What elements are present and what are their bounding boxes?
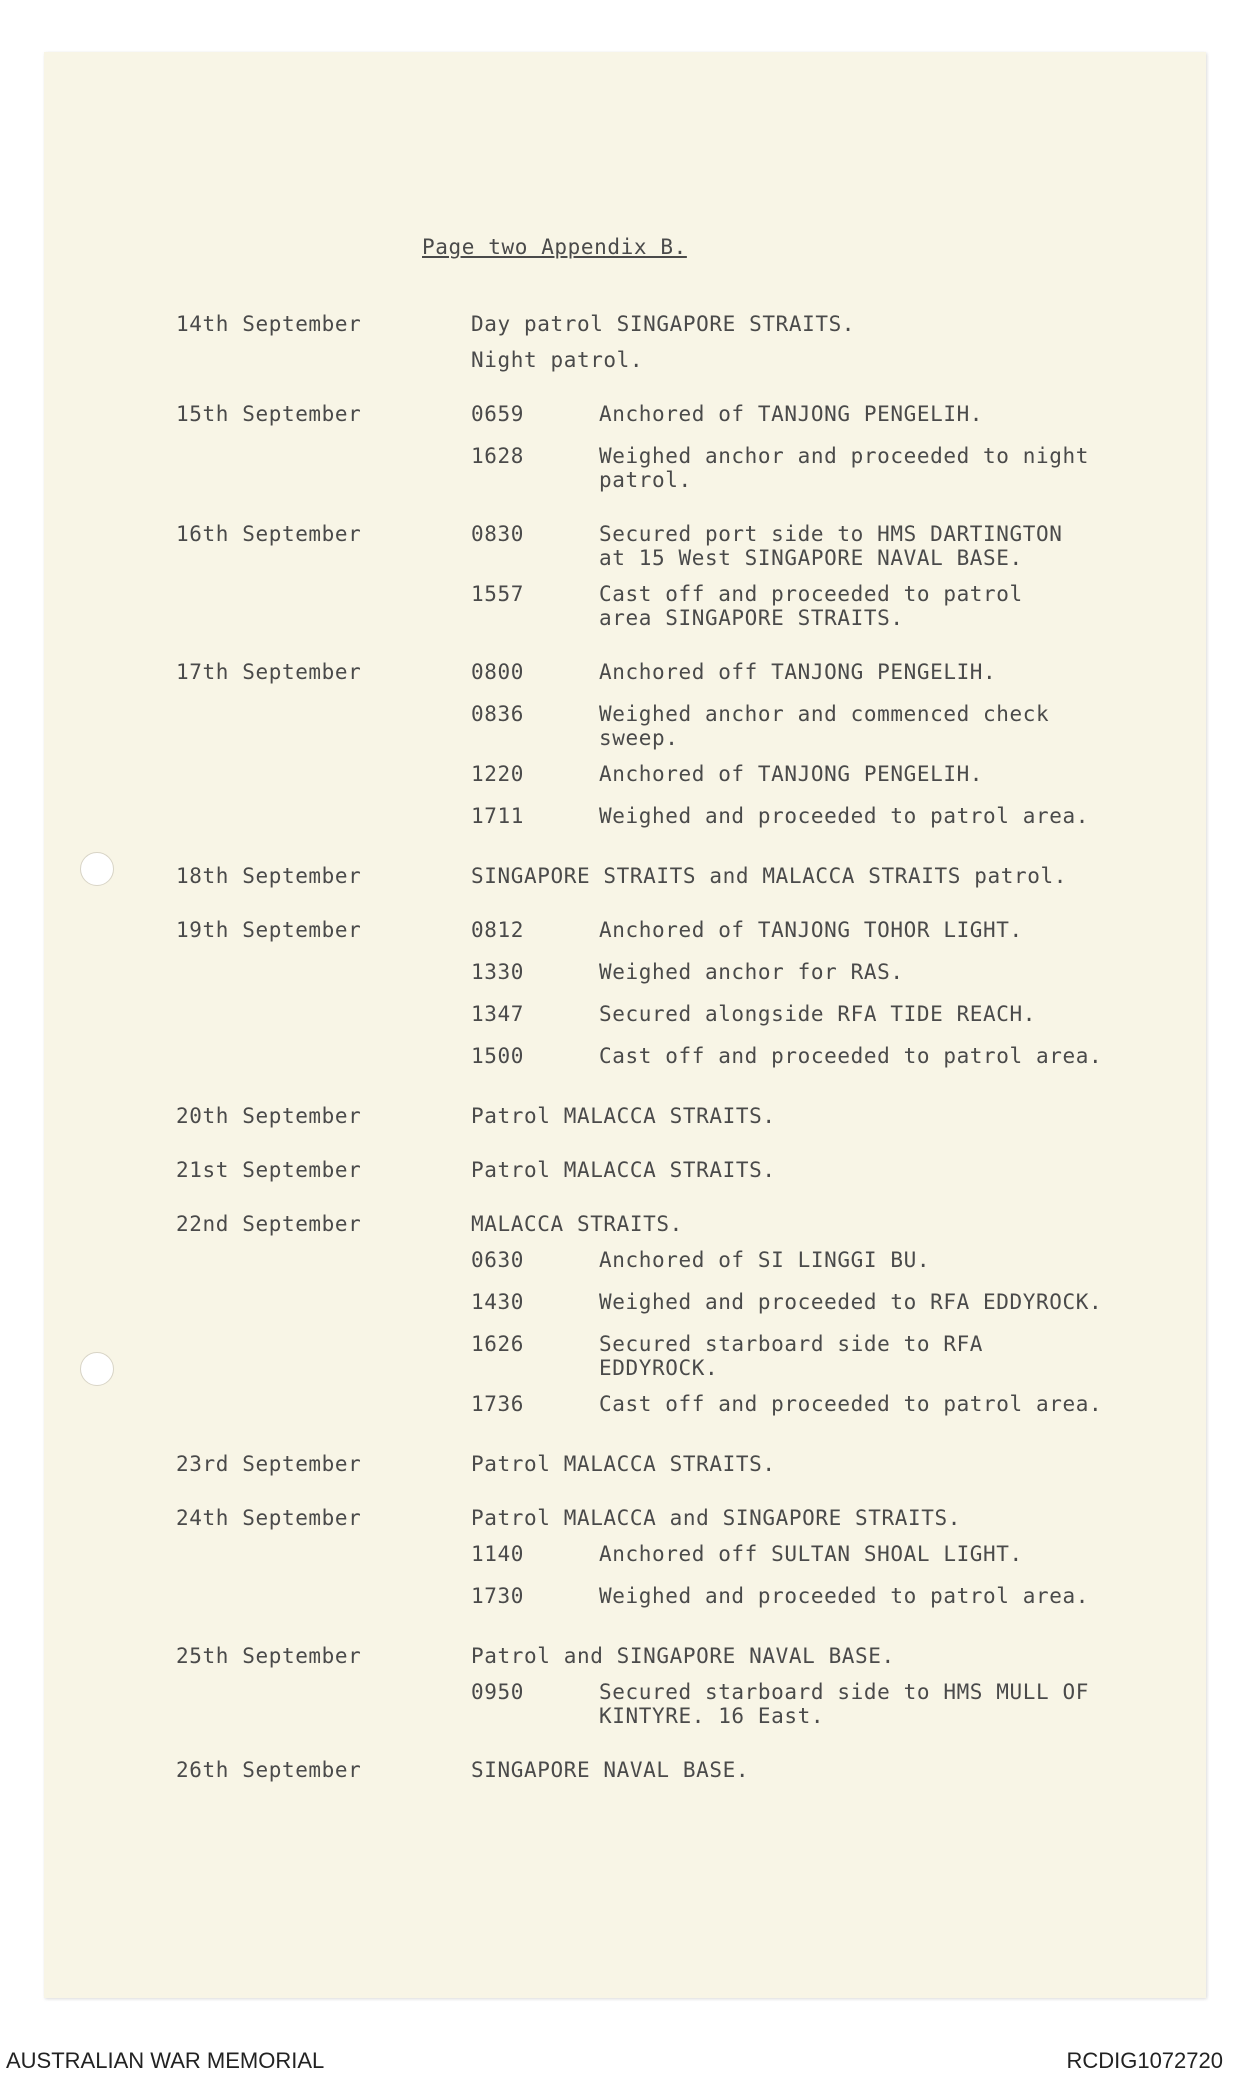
event-time: 0830 xyxy=(471,522,524,546)
event-time: 1736 xyxy=(471,1392,524,1416)
entry-note: MALACCA STRAITS. xyxy=(471,1212,683,1236)
timed-event xyxy=(471,912,1186,948)
timed-event xyxy=(471,954,1186,990)
entry-note: Day patrol SINGAPORE STRAITS. xyxy=(471,312,856,336)
event-time: 1730 xyxy=(471,1584,524,1608)
entry-date: 16th September xyxy=(176,522,362,546)
entry-date: 25th September xyxy=(176,1644,362,1668)
timed-event xyxy=(471,1536,1186,1572)
event-description: Cast off and proceeded to patrol area. xyxy=(599,1044,1103,1068)
entry-date: 26th September xyxy=(176,1758,362,1782)
entry-note: SINGAPORE NAVAL BASE. xyxy=(471,1758,750,1782)
event-description: Weighed anchor and proceeded to night patrol. xyxy=(599,444,1089,492)
entry-events xyxy=(471,1446,1186,1482)
log-entry xyxy=(176,1446,1186,1482)
entry-events xyxy=(471,1152,1186,1188)
timed-event xyxy=(471,1284,1186,1320)
entry-date: 21st September xyxy=(176,1158,362,1182)
entry-events xyxy=(471,1500,1186,1620)
punch-hole-bottom xyxy=(80,1352,114,1386)
event-time: 1220 xyxy=(471,762,524,786)
entry-events xyxy=(471,306,1186,378)
entry-date: 15th September xyxy=(176,402,362,426)
timed-event xyxy=(471,1386,1186,1422)
page-title: Page two Appendix B. xyxy=(422,235,687,259)
log-entry xyxy=(176,1500,1186,1620)
timed-event xyxy=(471,1326,1186,1380)
event-description: Weighed and proceeded to RFA EDDYROCK. xyxy=(599,1290,1103,1314)
entry-note: Patrol MALACCA STRAITS. xyxy=(471,1104,776,1128)
event-description: Weighed anchor for RAS. xyxy=(599,960,904,984)
event-description: Anchored of TANJONG TOHOR LIGHT. xyxy=(599,918,1023,942)
entry-note: Patrol MALACCA STRAITS. xyxy=(471,1452,776,1476)
event-description: Cast off and proceeded to patrol area SINGAPORE STRAITS. xyxy=(599,582,1023,630)
event-time: 0836 xyxy=(471,702,524,726)
entry-events xyxy=(471,858,1186,894)
event-time: 1628 xyxy=(471,444,524,468)
timed-event xyxy=(471,516,1186,570)
entry-events xyxy=(471,912,1186,1080)
entry-events xyxy=(471,1752,1186,1788)
entry-events xyxy=(471,1638,1186,1734)
log-entry xyxy=(176,1206,1186,1428)
timed-event xyxy=(471,756,1186,792)
timed-event xyxy=(471,654,1186,690)
entry-date: 22nd September xyxy=(176,1212,362,1236)
footer-left-credit: AUSTRALIAN WAR MEMORIAL xyxy=(6,2048,325,2073)
event-time: 0659 xyxy=(471,402,524,426)
event-time: 0812 xyxy=(471,918,524,942)
timed-event xyxy=(471,996,1186,1032)
timed-event xyxy=(471,1578,1186,1614)
event-time: 1626 xyxy=(471,1332,524,1356)
event-time: 1500 xyxy=(471,1044,524,1068)
entry-date: 18th September xyxy=(176,864,362,888)
event-description: Anchored of TANJONG PENGELIH. xyxy=(599,762,984,786)
log-entry xyxy=(176,1098,1186,1134)
entry-events xyxy=(471,654,1186,840)
timed-event xyxy=(471,396,1186,432)
entry-note: Night patrol. xyxy=(471,348,644,372)
timed-event xyxy=(471,576,1186,630)
event-description: Weighed anchor and commenced check sweep. xyxy=(599,702,1050,750)
entry-date: 23rd September xyxy=(176,1452,362,1476)
event-description: Secured starboard side to RFA EDDYROCK. xyxy=(599,1332,984,1380)
log-entry xyxy=(176,1752,1186,1788)
entry-events xyxy=(471,396,1186,498)
log-entry xyxy=(176,1152,1186,1188)
log-entry xyxy=(176,858,1186,894)
entry-note: Patrol and SINGAPORE NAVAL BASE. xyxy=(471,1644,895,1668)
entry-date: 17th September xyxy=(176,660,362,684)
entry-list xyxy=(176,306,1186,1806)
event-time: 0950 xyxy=(471,1680,524,1704)
event-description: Weighed and proceeded to patrol area. xyxy=(599,804,1089,828)
event-description: Anchored off SULTAN SHOAL LIGHT. xyxy=(599,1542,1023,1566)
entry-note: Patrol MALACCA STRAITS. xyxy=(471,1158,776,1182)
entry-date: 14th September xyxy=(176,312,362,336)
event-description: Cast off and proceeded to patrol area. xyxy=(599,1392,1103,1416)
event-description: Secured alongside RFA TIDE REACH. xyxy=(599,1002,1037,1026)
timed-event xyxy=(471,696,1186,750)
event-description: Anchored off TANJONG PENGELIH. xyxy=(599,660,997,684)
footer-right-id: RCDIG1072720 xyxy=(1066,2048,1223,2073)
event-description: Secured port side to HMS DARTINGTON at 15 West SINGAPORE NAVAL BASE. xyxy=(599,522,1063,570)
log-entry xyxy=(176,396,1186,498)
event-description: Secured starboard side to HMS MULL OF KINTYRE. 16 East. xyxy=(599,1680,1089,1728)
entry-date: 19th September xyxy=(176,918,362,942)
timed-event xyxy=(471,1674,1186,1728)
timed-event xyxy=(471,798,1186,834)
entry-note: Patrol MALACCA and SINGAPORE STRAITS. xyxy=(471,1506,961,1530)
event-description: Anchored of SI LINGGI BU. xyxy=(599,1248,931,1272)
event-time: 1347 xyxy=(471,1002,524,1026)
entry-note: SINGAPORE STRAITS and MALACCA STRAITS patrol. xyxy=(471,864,1067,888)
timed-event xyxy=(471,1038,1186,1074)
event-time: 0630 xyxy=(471,1248,524,1272)
entry-events xyxy=(471,516,1186,636)
timed-event xyxy=(471,1242,1186,1278)
event-time: 1140 xyxy=(471,1542,524,1566)
event-time: 1711 xyxy=(471,804,524,828)
entry-date: 20th September xyxy=(176,1104,362,1128)
event-description: Anchored of TANJONG PENGELIH. xyxy=(599,402,984,426)
entry-date: 24th September xyxy=(176,1506,362,1530)
timed-event xyxy=(471,438,1186,492)
event-time: 1557 xyxy=(471,582,524,606)
event-description: Weighed and proceeded to patrol area. xyxy=(599,1584,1089,1608)
punch-hole-top xyxy=(80,852,114,886)
log-entry xyxy=(176,306,1186,378)
log-entry xyxy=(176,912,1186,1080)
entry-events xyxy=(471,1098,1186,1134)
event-time: 1430 xyxy=(471,1290,524,1314)
log-entry xyxy=(176,654,1186,840)
event-time: 1330 xyxy=(471,960,524,984)
event-time: 0800 xyxy=(471,660,524,684)
entry-events xyxy=(471,1206,1186,1428)
log-entry xyxy=(176,1638,1186,1734)
log-entry xyxy=(176,516,1186,636)
